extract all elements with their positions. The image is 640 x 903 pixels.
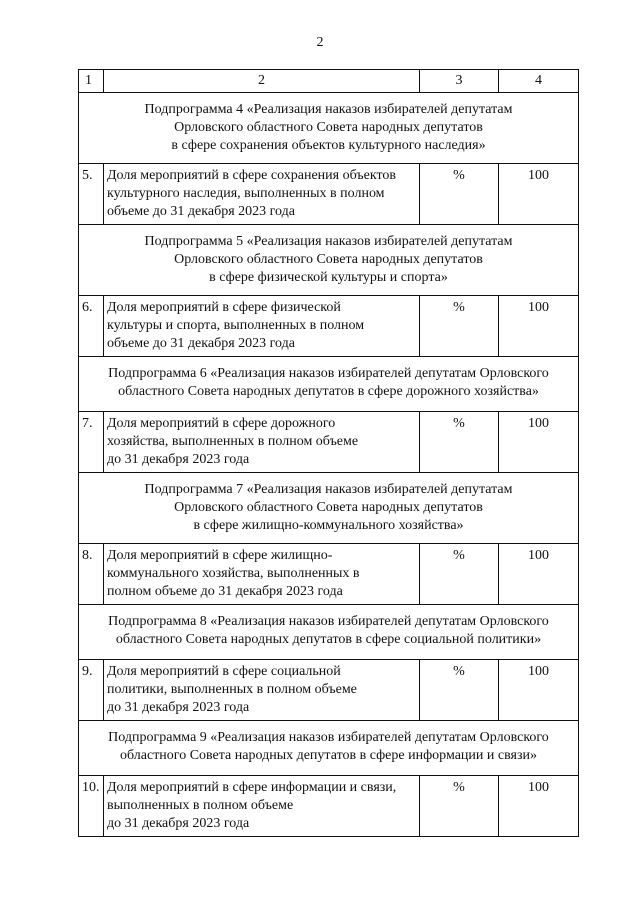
indicator-value: 100 xyxy=(499,660,579,721)
page-number: 2 xyxy=(316,35,324,50)
indicator-name-line: объеме до 31 декабря 2023 года xyxy=(107,204,295,219)
indicator-value: 100 xyxy=(499,412,579,473)
subprogram-title xyxy=(79,357,579,412)
subprogram-title xyxy=(79,605,579,660)
indicator-name xyxy=(104,296,420,357)
indicator-unit: % xyxy=(420,412,499,473)
subprogram-title-line: Подпрограмма 8 «Реализация наказов избирателей депутатам Орловского xyxy=(108,614,549,629)
indicator-name xyxy=(104,164,420,225)
header-col-2: 2 xyxy=(104,70,420,93)
subprogram-title-line: Орловского областного Совета народных депутатов xyxy=(174,500,483,515)
indicator-unit: % xyxy=(420,776,499,837)
indicator-name-line: до 31 декабря 2023 года xyxy=(107,452,250,467)
indicator-name-line: Доля мероприятий в сфере сохранения объектов xyxy=(107,168,396,183)
indicator-number: 5. xyxy=(79,164,104,225)
indicator-name xyxy=(104,776,420,837)
subprogram-row xyxy=(79,225,579,296)
indicator-name-line: полном объеме до 31 декабря 2023 года xyxy=(107,584,343,599)
indicator-number: 8. xyxy=(79,544,104,605)
indicator-name-line: выполненных в полном объеме xyxy=(107,798,294,813)
subprogram-row xyxy=(79,605,579,660)
indicator-name-line: культурного наследия, выполненных в полном xyxy=(107,186,385,201)
subprogram-title-line: Подпрограмма 7 «Реализация наказов избирателей депутатам xyxy=(144,482,513,497)
subprogram-row xyxy=(79,721,579,776)
subprogram-title-line: Подпрограмма 9 «Реализация наказов избирателей депутатам Орловского xyxy=(108,730,549,745)
indicator-unit: % xyxy=(420,660,499,721)
indicator-name-line: политики, выполненных в полном объеме xyxy=(107,682,357,697)
indicator-row xyxy=(79,296,579,357)
indicator-row xyxy=(79,660,579,721)
subprogram-row xyxy=(79,93,579,164)
subprogram-title-line: Подпрограмма 6 «Реализация наказов избирателей депутатам Орловского xyxy=(108,366,549,381)
indicator-number: 7. xyxy=(79,412,104,473)
indicator-name xyxy=(104,660,420,721)
indicator-value: 100 xyxy=(499,164,579,225)
indicator-unit: % xyxy=(420,164,499,225)
indicator-row xyxy=(79,776,579,837)
header-col-4: 4 xyxy=(499,70,579,93)
subprogram-title-line: Подпрограмма 4 «Реализация наказов избирателей депутатам xyxy=(144,102,513,117)
indicator-name-line: Доля мероприятий в сфере физической xyxy=(107,300,341,315)
indicator-name xyxy=(104,412,420,473)
indicator-name-line: Доля мероприятий в сфере информации и связи, xyxy=(107,780,397,795)
indicator-name-line: до 31 декабря 2023 года xyxy=(107,700,250,715)
subprogram-title-line: в сфере физической культуры и спорта» xyxy=(209,270,448,285)
indicator-row xyxy=(79,164,579,225)
indicator-unit: % xyxy=(420,544,499,605)
subprogram-title-line: Орловского областного Совета народных депутатов xyxy=(174,252,483,267)
subprogram-title-line: в сфере жилищно-коммунального хозяйства» xyxy=(193,518,464,533)
indicator-number: 9. xyxy=(79,660,104,721)
header-col-3: 3 xyxy=(420,70,499,93)
indicator-number: 10. xyxy=(79,776,104,837)
subprogram-title-line: Подпрограмма 5 «Реализация наказов избирателей депутатам xyxy=(144,234,513,249)
subprogram-row xyxy=(79,473,579,544)
indicator-name xyxy=(104,544,420,605)
indicator-value: 100 xyxy=(499,296,579,357)
indicator-name-line: культуры и спорта, выполненных в полном xyxy=(107,318,365,333)
subprogram-title-line: областного Совета народных депутатов в сфере информации и связи» xyxy=(120,748,537,763)
subprogram-title-line: областного Совета народных депутатов в сфере социальной политики» xyxy=(115,632,542,647)
indicator-value: 100 xyxy=(499,776,579,837)
indicator-name-line: хозяйства, выполненных в полном объеме xyxy=(107,434,359,449)
subprogram-title xyxy=(79,225,579,296)
header-col-1: 1 xyxy=(79,70,104,93)
indicator-name-line: объеме до 31 декабря 2023 года xyxy=(107,336,295,351)
indicator-name-line: Доля мероприятий в сфере дорожного xyxy=(107,416,336,431)
subprogram-title-line: Орловского областного Совета народных депутатов xyxy=(174,120,483,135)
subprogram-title xyxy=(79,721,579,776)
subprogram-title xyxy=(79,93,579,164)
indicator-name-line: Доля мероприятий в сфере жилищно- xyxy=(107,548,333,563)
indicator-value: 100 xyxy=(499,544,579,605)
indicators-table xyxy=(78,69,579,837)
indicator-name-line: до 31 декабря 2023 года xyxy=(107,816,250,831)
subprogram-title xyxy=(79,473,579,544)
subprogram-row xyxy=(79,357,579,412)
indicator-number: 6. xyxy=(79,296,104,357)
indicator-unit: % xyxy=(420,296,499,357)
indicator-row xyxy=(79,412,579,473)
indicator-name-line: Доля мероприятий в сфере социальной xyxy=(107,664,341,679)
table-header-row xyxy=(79,70,579,93)
subprogram-title-line: в сфере сохранения объектов культурного наследия» xyxy=(171,138,486,153)
subprogram-title-line: областного Совета народных депутатов в сфере дорожного хозяйства» xyxy=(118,384,539,399)
indicator-row xyxy=(79,544,579,605)
indicator-name-line: коммунального хозяйства, выполненных в xyxy=(107,566,360,581)
